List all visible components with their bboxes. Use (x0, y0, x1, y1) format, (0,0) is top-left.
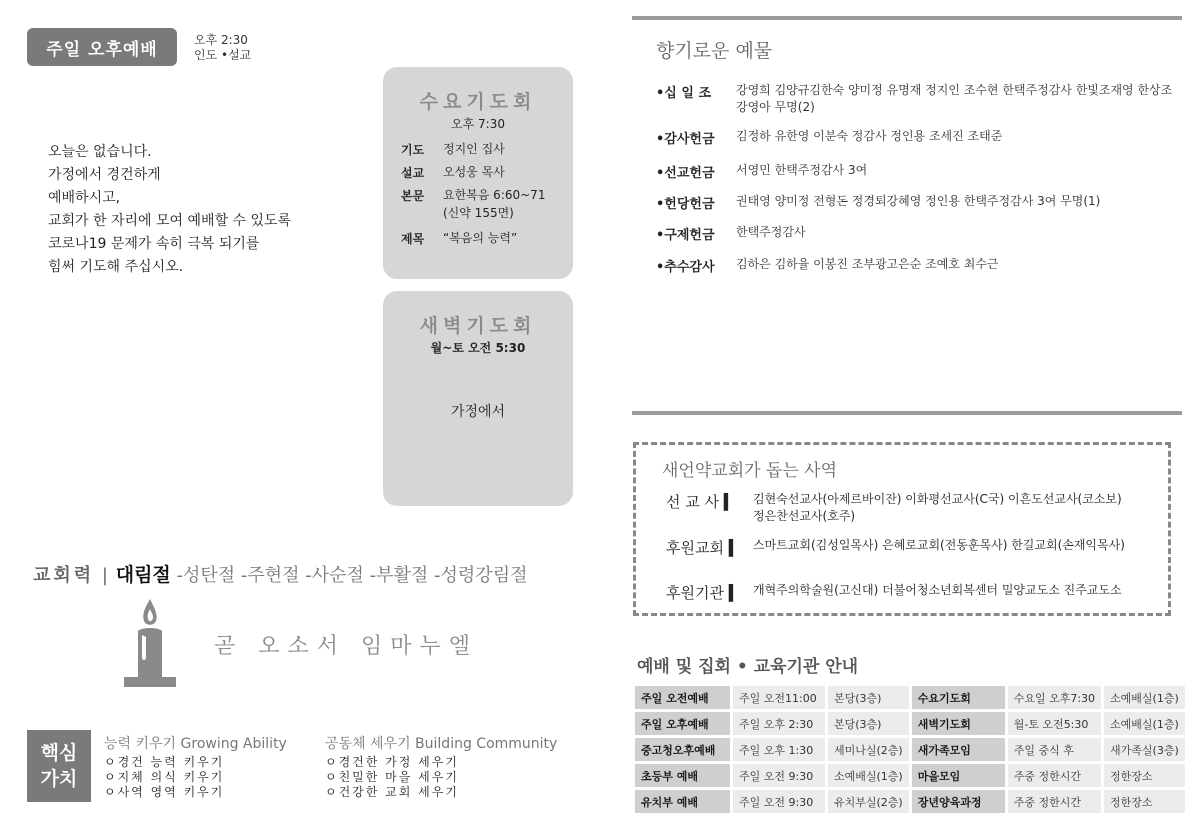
emmanuel-slogan: 곧 오소서 임마누엘 (214, 634, 479, 659)
offering-row (656, 128, 1176, 147)
pm-service-info (194, 33, 251, 63)
row-value: 요한복음 6:60~71 (443, 188, 546, 202)
core-value-item: ㅇ친밀한 마을 세우기 (325, 770, 459, 784)
table-cell: 소예배실(1층) (1104, 712, 1185, 735)
row-key: 기도 (401, 143, 425, 157)
schedule-title: 예배 및 집회 • 교육기관 안내 (637, 657, 859, 677)
table-cell: 주일 오후 1:30 (733, 738, 825, 761)
table-cell: 주중 정한시간 (1008, 764, 1101, 787)
core-value-item: ㅇ경건 능력 키우기 (104, 755, 225, 769)
core-value-item: ㅇ건강한 교회 세우기 (325, 785, 459, 799)
calendar-current-season: 대림절 (115, 564, 171, 586)
top-rule (632, 16, 1182, 20)
wednesday-row (401, 141, 505, 158)
row-value: 정지인 집사 (443, 142, 505, 156)
offering-type: •헌당헌금 (656, 197, 715, 212)
candle-icon (120, 597, 180, 689)
table-cell: 유치부실(2층) (828, 790, 909, 813)
table-cell: 새가족모임 (912, 738, 1005, 761)
table-cell: 새가족실(3층) (1104, 738, 1185, 761)
table-cell: 주일 오전 9:30 (733, 790, 825, 813)
table-row (635, 764, 1185, 787)
offering-type: •구제헌금 (656, 228, 715, 243)
offering-names: 서영민 한택주정감사 3여 (736, 163, 868, 177)
offering-title: 향기로운 예물 (656, 40, 773, 62)
mission-row (666, 582, 1122, 603)
pm-service-title: 주일 오후예배 (27, 28, 177, 66)
calendar-divider: | (101, 565, 108, 586)
offering-row (656, 256, 1176, 275)
core-label-line: 핵심 (40, 742, 78, 764)
mission-list (753, 491, 1122, 525)
dawn-time: 월~토 오전 5:30 (430, 341, 526, 355)
row-key: 본문 (401, 189, 425, 203)
mission-line: 정은찬선교사(호주) (753, 509, 856, 523)
wednesday-row (401, 205, 514, 222)
core-column-heading: 능력 키우기 Growing Ability (104, 736, 287, 752)
core-values-label (27, 730, 91, 802)
table-cell: 마을모임 (912, 764, 1005, 787)
table-cell: 초등부 예배 (635, 764, 730, 787)
offering-names: 강영희 김양규김한숙 양미정 유명재 정지인 조수현 한택주정감사 한빛조재영 한상조 강영아 무명(2) (736, 83, 1173, 114)
offering-names: 김하은 김하율 이봉진 조부광고은순 조예호 최수근 (736, 257, 999, 271)
table-cell: 중고청오후예배 (635, 738, 730, 761)
table-cell: 주일 오전예배 (635, 686, 730, 709)
wednesday-row (401, 164, 505, 181)
row-key: 설교 (401, 166, 425, 180)
schedule-table (632, 683, 1188, 816)
table-cell: 주일 오후 2:30 (733, 712, 825, 735)
table-row (635, 790, 1185, 813)
wednesday-time: 오후 7:30 (451, 117, 505, 131)
wednesday-row (401, 187, 545, 204)
notice-line: 가정에서 경건하게 (48, 167, 161, 183)
church-calendar (33, 560, 527, 587)
table-cell: 월-토 오전5:30 (1008, 712, 1101, 735)
pm-service-time: 오후 2:30 (194, 33, 248, 47)
table-cell: 주일 오전 9:30 (733, 764, 825, 787)
offering-names: 한택주정감사 (736, 225, 806, 239)
core-values-column (325, 733, 557, 800)
table-cell: 정한장소 (1104, 764, 1185, 787)
offering-type: •추수감사 (656, 260, 715, 275)
row-value: (신약 155면) (443, 206, 514, 220)
mission-category: 선 교 사 ▍ (666, 493, 736, 511)
notice-line: 코로나19 문제가 속히 극복 되기를 (48, 236, 260, 252)
section-rule (632, 411, 1182, 415)
table-cell: 주일 중식 후 (1008, 738, 1101, 761)
table-row (635, 712, 1185, 735)
notice-line: 힘써 기도해 주십시오. (48, 259, 184, 275)
notice-line: 교회가 한 자리에 모여 예배할 수 있도록 (48, 213, 292, 229)
offering-row (656, 224, 1176, 243)
calendar-other-seasons: -성탄절 -주현절 -사순절 -부활절 -성령강림절 (176, 565, 528, 586)
core-value-item: ㅇ지체 의식 키우기 (104, 770, 225, 784)
table-cell: 장년양육과정 (912, 790, 1005, 813)
pm-service-note: 인도 •설교 (194, 48, 252, 62)
table-cell: 유치부 예배 (635, 790, 730, 813)
core-label-line: 가치 (40, 768, 78, 790)
dawn-prayer-card (383, 291, 573, 506)
offering-names: 권태영 양미정 전형돈 정경퇴강혜영 정인용 한택주정감사 3여 무명(1) (736, 194, 1101, 208)
offering-row (656, 82, 1176, 116)
table-cell: 소예배실(1층) (828, 764, 909, 787)
wednesday-prayer-card (383, 67, 573, 279)
table-cell: 주일 오전11:00 (733, 686, 825, 709)
table-row (635, 686, 1185, 709)
dawn-body: 가정에서 (450, 404, 506, 420)
row-value: “복음의 능력” (443, 231, 518, 245)
offering-type: •십 일 조 (656, 86, 712, 101)
dawn-title: 새벽기도회 (419, 315, 537, 337)
table-row (635, 738, 1185, 761)
pm-service-notice (48, 141, 291, 279)
table-cell: 본당(3층) (828, 686, 909, 709)
wednesday-title: 수요기도회 (419, 91, 537, 113)
table-cell: 새벽기도회 (912, 712, 1005, 735)
table-cell: 수요기도회 (912, 686, 1005, 709)
offering-row (656, 162, 1176, 181)
table-cell: 수요일 오후7:30 (1008, 686, 1101, 709)
mission-category: 후원기관 ▍ (666, 584, 741, 602)
mission-line: 개혁주의학술원(고신대) 더불어청소년회복센터 밀양교도소 진주교도소 (753, 583, 1122, 597)
mission-line: 스마트교회(김성일목사) 은혜로교회(전동훈목사) 한길교회(손재익목사) (753, 538, 1125, 552)
offering-names: 김정하 유한영 이분숙 정감사 정인용 조세진 조태준 (736, 129, 1003, 143)
row-key: 제목 (401, 232, 425, 246)
notice-line: 오늘은 없습니다. (48, 144, 152, 160)
core-value-item: ㅇ경건한 가정 세우기 (325, 755, 459, 769)
notice-line: 예배하시고, (48, 190, 121, 206)
table-cell: 세미나실(2층) (828, 738, 909, 761)
row-key (401, 205, 443, 222)
calendar-label: 교회력 (33, 565, 95, 586)
offering-type: •감사헌금 (656, 132, 715, 147)
offering-type: •선교헌금 (656, 166, 715, 181)
wednesday-row (401, 230, 517, 247)
table-cell: 주중 정한시간 (1008, 790, 1101, 813)
table-cell: 본당(3층) (828, 712, 909, 735)
core-column-heading: 공동체 세우기 Building Community (325, 736, 558, 752)
mission-row (666, 491, 1122, 525)
mission-title: 새언약교회가 돕는 사역 (662, 461, 838, 481)
row-value: 오성웅 목사 (443, 165, 505, 179)
core-values-column (104, 733, 287, 800)
table-cell: 정한장소 (1104, 790, 1185, 813)
table-cell: 소예배실(1층) (1104, 686, 1185, 709)
mission-row (666, 537, 1125, 558)
mission-line: 김현숙선교사(아제르바이잔) 이화평선교사(C국) 이흔도선교사(코소보) (753, 492, 1122, 506)
table-cell: 주일 오후예배 (635, 712, 730, 735)
mission-category: 후원교회 ▍ (666, 539, 741, 557)
core-value-item: ㅇ사역 영역 키우기 (104, 785, 225, 799)
offering-row (656, 193, 1176, 212)
